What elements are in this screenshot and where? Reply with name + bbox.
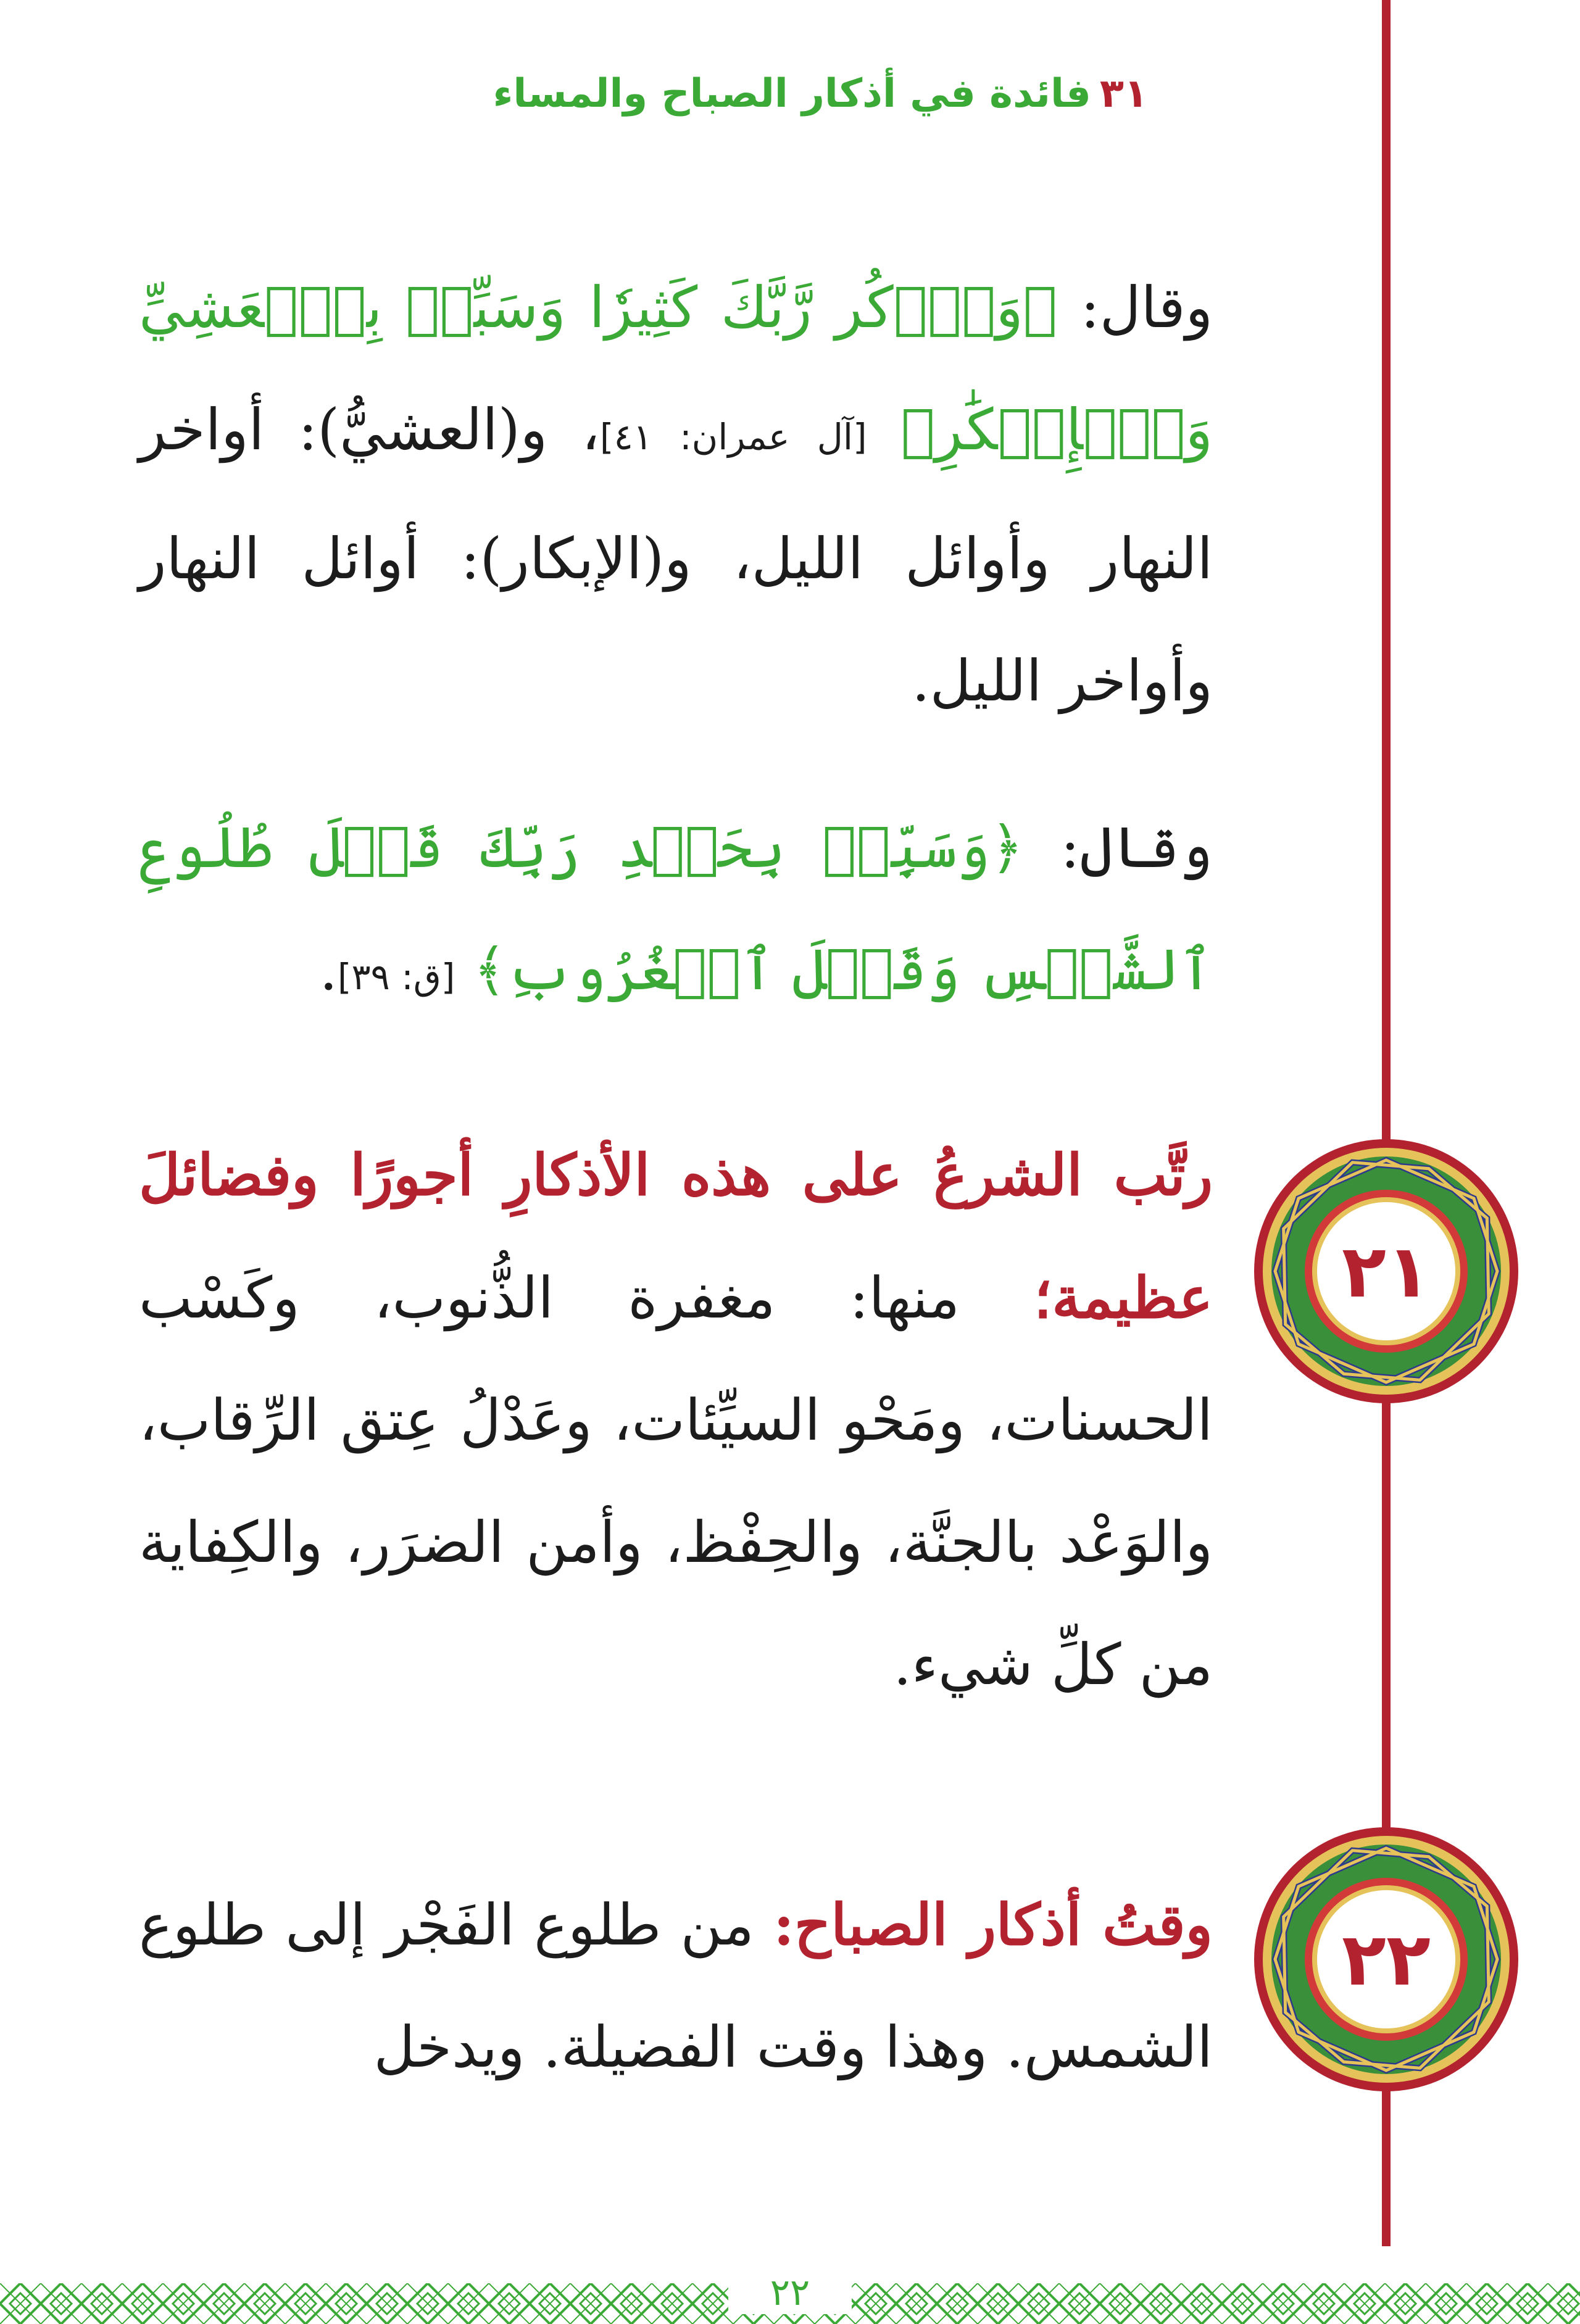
point-21-text: منها: مغفرة الذُّنوب، وكَسْب الحسنات، ومَحْو السيِّئات، وعَدْلُ عِتق الرِّقاب، والوَعْد بالجنَّة، والحِفْظ، وأمن الضرَر، والكِفاية من كلِّ شيء. (139, 1265, 1213, 1698)
verse-1-intro: وقال: (1080, 275, 1213, 341)
point-22-highlight: وقتُ أذكار الصباح: (773, 1891, 1213, 1958)
running-header (432, 71, 1148, 117)
verse-1-reference: [آل عمران: ٤١] (599, 416, 867, 458)
point-22-text: من طلوع الفَجْر إلى طلوع الشمس. وهذا وقت الفضيلة. ويدخل (139, 1892, 1213, 2080)
paragraph-verse-2 (139, 787, 1213, 1038)
header-chapter-number: ٣١ (1099, 71, 1148, 117)
medallion-21 (1250, 1135, 1522, 1407)
point-21-highlight: رتَّب الشرعُ على هذه الأذكارِ أجورًا وفضائلَ عظيمة؛ (139, 1142, 1213, 1331)
medallion-22 (1250, 1824, 1522, 2095)
verse-2-intro: وقال: (1060, 815, 1213, 881)
page-number: ٢٢ (728, 2271, 852, 2314)
verse-1-explanation: ، و(العشيُّ): أواخر النهار وأوائل الليل، و(الإبكار): أوائل النهار وأواخر الليل. (139, 397, 1213, 714)
quran-verse-2: ﴿وَسَبِّحۡ بِحَمۡدِ رَبِّكَ قَبۡلَ طُلُوعِ ٱلشَّمۡسِ وَقَبۡلَ ٱلۡغُرُوبِ﴾ (139, 815, 1213, 1003)
paragraph-verse-1 (139, 247, 1213, 742)
quran-verse-1: ﴿وَٱذۡكُر رَّبَّكَ كَثِيرٗا وَسَبِّحۡ بِٱلۡعَشِيِّ وَٱلۡإِبۡكَٰرِ﴾ (139, 275, 1213, 463)
header-title: فائدة في أذكار الصباح والمساء (493, 71, 1091, 117)
paragraph-point-21 (139, 1114, 1213, 1726)
point-21-number: ٢١ (1341, 1229, 1431, 1314)
paragraph-point-22 (139, 1864, 1213, 2109)
point-22-number: ٢٢ (1341, 1917, 1431, 2002)
verse-2-end: . (319, 937, 338, 1003)
verse-2-reference: [ق: ٣٩] (337, 956, 455, 998)
